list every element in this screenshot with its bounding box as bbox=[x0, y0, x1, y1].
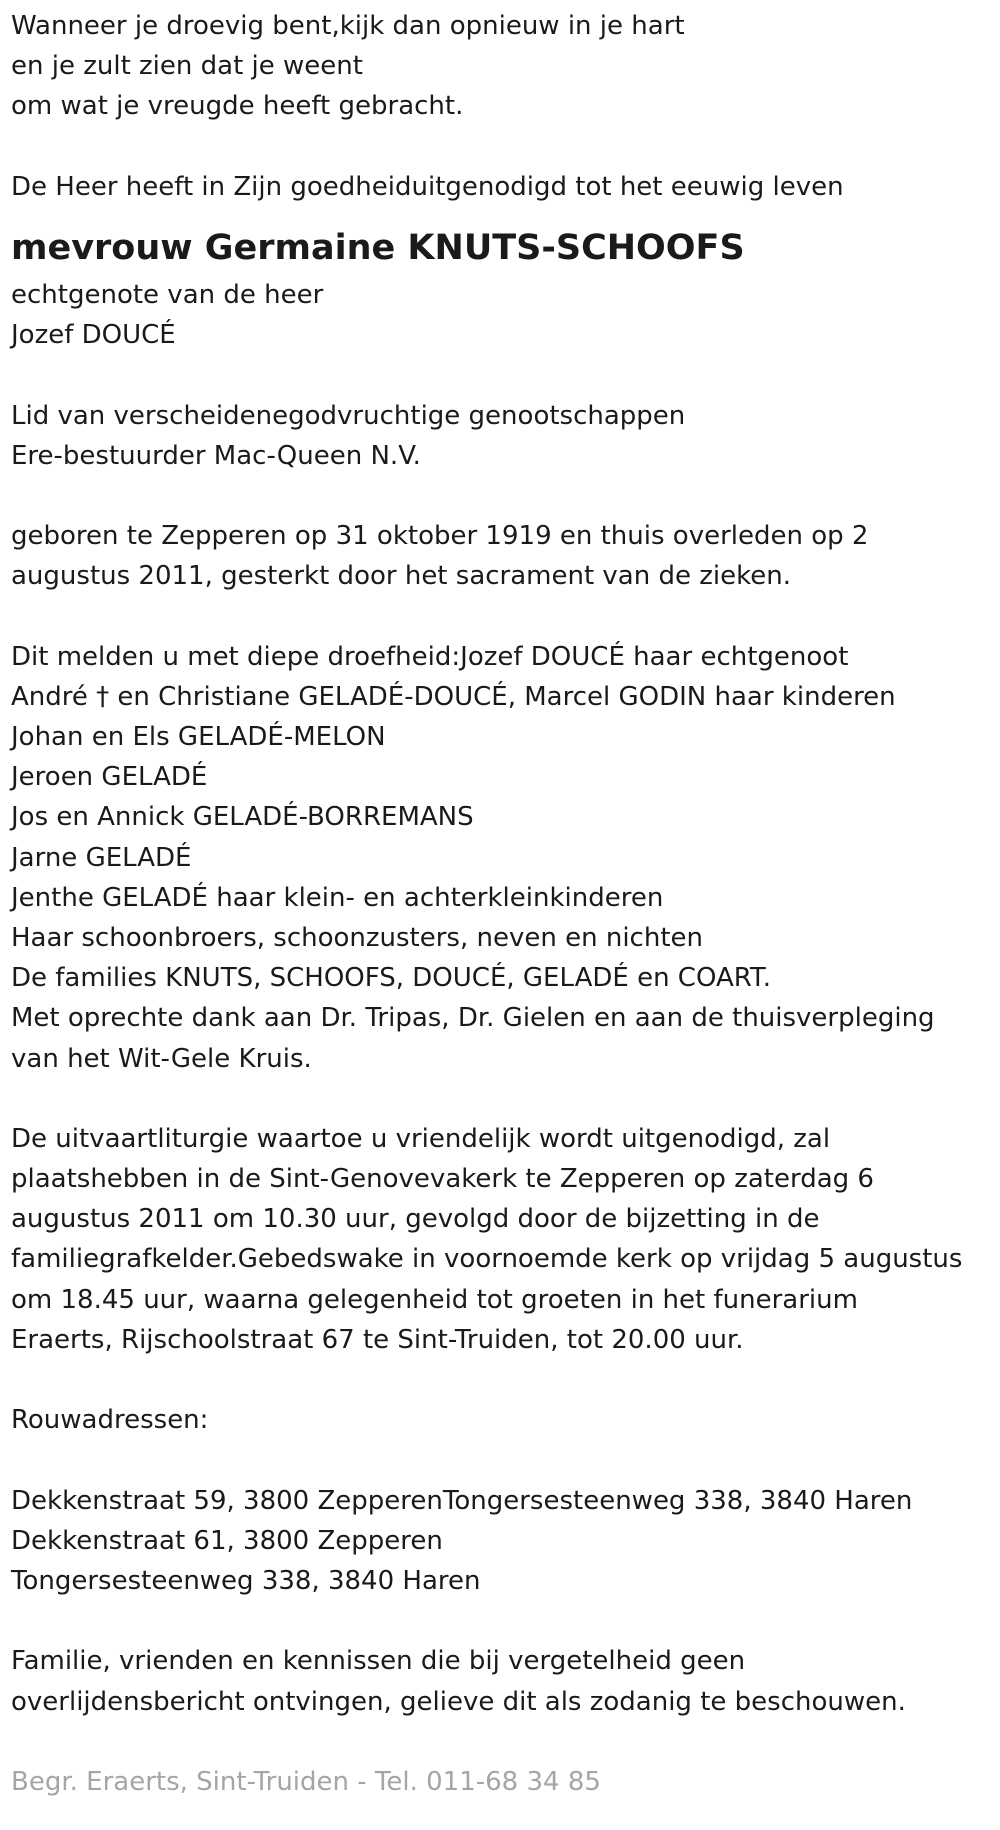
spacer bbox=[11, 476, 991, 516]
funeral-home-footer: Begr. Eraerts, Sint-Truiden - Tel. 011-68 34 85 bbox=[11, 1766, 601, 1797]
birth-death-line: geboren te Zepperen op 31 oktober 1919 en thuis overleden op 2 bbox=[11, 521, 869, 552]
funeral-block bbox=[11, 1119, 991, 1360]
funeral-line: plaatshebben in de Sint-Genovevakerk te Zepperen op zaterdag 6 bbox=[11, 1164, 874, 1195]
birth-death-block bbox=[11, 516, 991, 596]
spacer bbox=[11, 1079, 991, 1119]
funeral-line: Eraerts, Rijschoolstraat 67 te Sint-Truiden, tot 20.00 uur. bbox=[11, 1324, 744, 1355]
spacer bbox=[11, 207, 991, 219]
spacer bbox=[11, 1722, 991, 1762]
verse-line: Wanneer je droevig bent,kijk dan opnieuw in je hart bbox=[11, 11, 685, 41]
family-line: André † en Christiane GELADÉ-DOUCÉ, Marcel GODIN haar kinderen bbox=[11, 681, 896, 712]
spouse-block bbox=[11, 275, 991, 355]
birth-death-line: augustus 2011, gesterkt door het sacrament van de zieken. bbox=[11, 561, 791, 592]
addresses-label: Rouwadressen: bbox=[11, 1405, 209, 1436]
family-line: Dit melden u met diepe droefheid:Jozef DOUCÉ haar echtgenoot bbox=[11, 641, 849, 672]
verse-block bbox=[11, 6, 991, 127]
spacer bbox=[11, 1601, 991, 1641]
spacer bbox=[11, 596, 991, 636]
funeral-line: augustus 2011 om 10.30 uur, gevolgd door de bijzetting in de bbox=[11, 1204, 820, 1235]
intro-text: De Heer heeft in Zijn goedheiduitgenodigd tot het eeuwig leven bbox=[11, 171, 844, 202]
family-line: Met oprechte dank aan Dr. Tripas, Dr. Gielen en aan de thuisverpleging bbox=[11, 1003, 935, 1034]
spouse-line: Jozef DOUCÉ bbox=[11, 320, 176, 351]
funeral-line: familiegrafkelder.Gebedswake in voornoemde kerk op vrijdag 5 augustus bbox=[11, 1244, 963, 1275]
obituary-notice bbox=[11, 6, 991, 1802]
family-block bbox=[11, 637, 991, 1079]
closing-block bbox=[11, 1641, 991, 1721]
funeral-line: De uitvaartliturgie waartoe u vriendelijk wordt uitgenodigd, zal bbox=[11, 1123, 831, 1154]
spacer bbox=[11, 1440, 991, 1480]
closing-line: Familie, vrienden en kennissen die bij vergetelheid geen bbox=[11, 1646, 746, 1677]
verse-line: en je zult zien dat je weent bbox=[11, 51, 363, 82]
family-line: De families KNUTS, SCHOOFS, DOUCÉ, GELADÉ en COART. bbox=[11, 963, 771, 994]
spacer bbox=[11, 1360, 991, 1400]
spacer bbox=[11, 355, 991, 395]
family-line: Johan en Els GELADÉ-MELON bbox=[11, 722, 386, 752]
membership-line: Lid van verscheidenegodvruchtige genootschappen bbox=[11, 400, 686, 431]
spouse-line: echtgenote van de heer bbox=[11, 279, 324, 310]
address-line: Tongersesteenweg 338, 3840 Haren bbox=[11, 1565, 481, 1596]
membership-line: Ere-bestuurder Mac-Queen N.V. bbox=[11, 440, 421, 471]
family-line: Jos en Annick GELADÉ-BORREMANS bbox=[11, 802, 474, 833]
deceased-name: mevrouw Germaine KNUTS-SCHOOFS bbox=[11, 227, 745, 268]
family-line: van het Wit-Gele Kruis. bbox=[11, 1043, 312, 1074]
memberships-block bbox=[11, 396, 991, 476]
funeral-line: om 18.45 uur, waarna gelegenheid tot groeten in het funerarium bbox=[11, 1284, 858, 1315]
verse-line: om wat je vreugde heeft gebracht. bbox=[11, 91, 464, 122]
spacer bbox=[11, 127, 991, 167]
family-line: Jenthe GELADÉ haar klein- en achterkleinkinderen bbox=[11, 882, 664, 913]
addresses-block bbox=[11, 1481, 991, 1602]
address-line: Dekkenstraat 59, 3800 ZepperenTongersesteenweg 338, 3840 Haren bbox=[11, 1485, 913, 1516]
closing-line: overlijdensbericht ontvingen, gelieve dit als zodanig te beschouwen. bbox=[11, 1686, 906, 1717]
family-line: Jeroen GELADÉ bbox=[11, 762, 208, 793]
family-line: Jarne GELADÉ bbox=[11, 842, 192, 873]
address-line: Dekkenstraat 61, 3800 Zepperen bbox=[11, 1525, 443, 1556]
family-line: Haar schoonbroers, schoonzusters, neven en nichten bbox=[11, 922, 703, 953]
